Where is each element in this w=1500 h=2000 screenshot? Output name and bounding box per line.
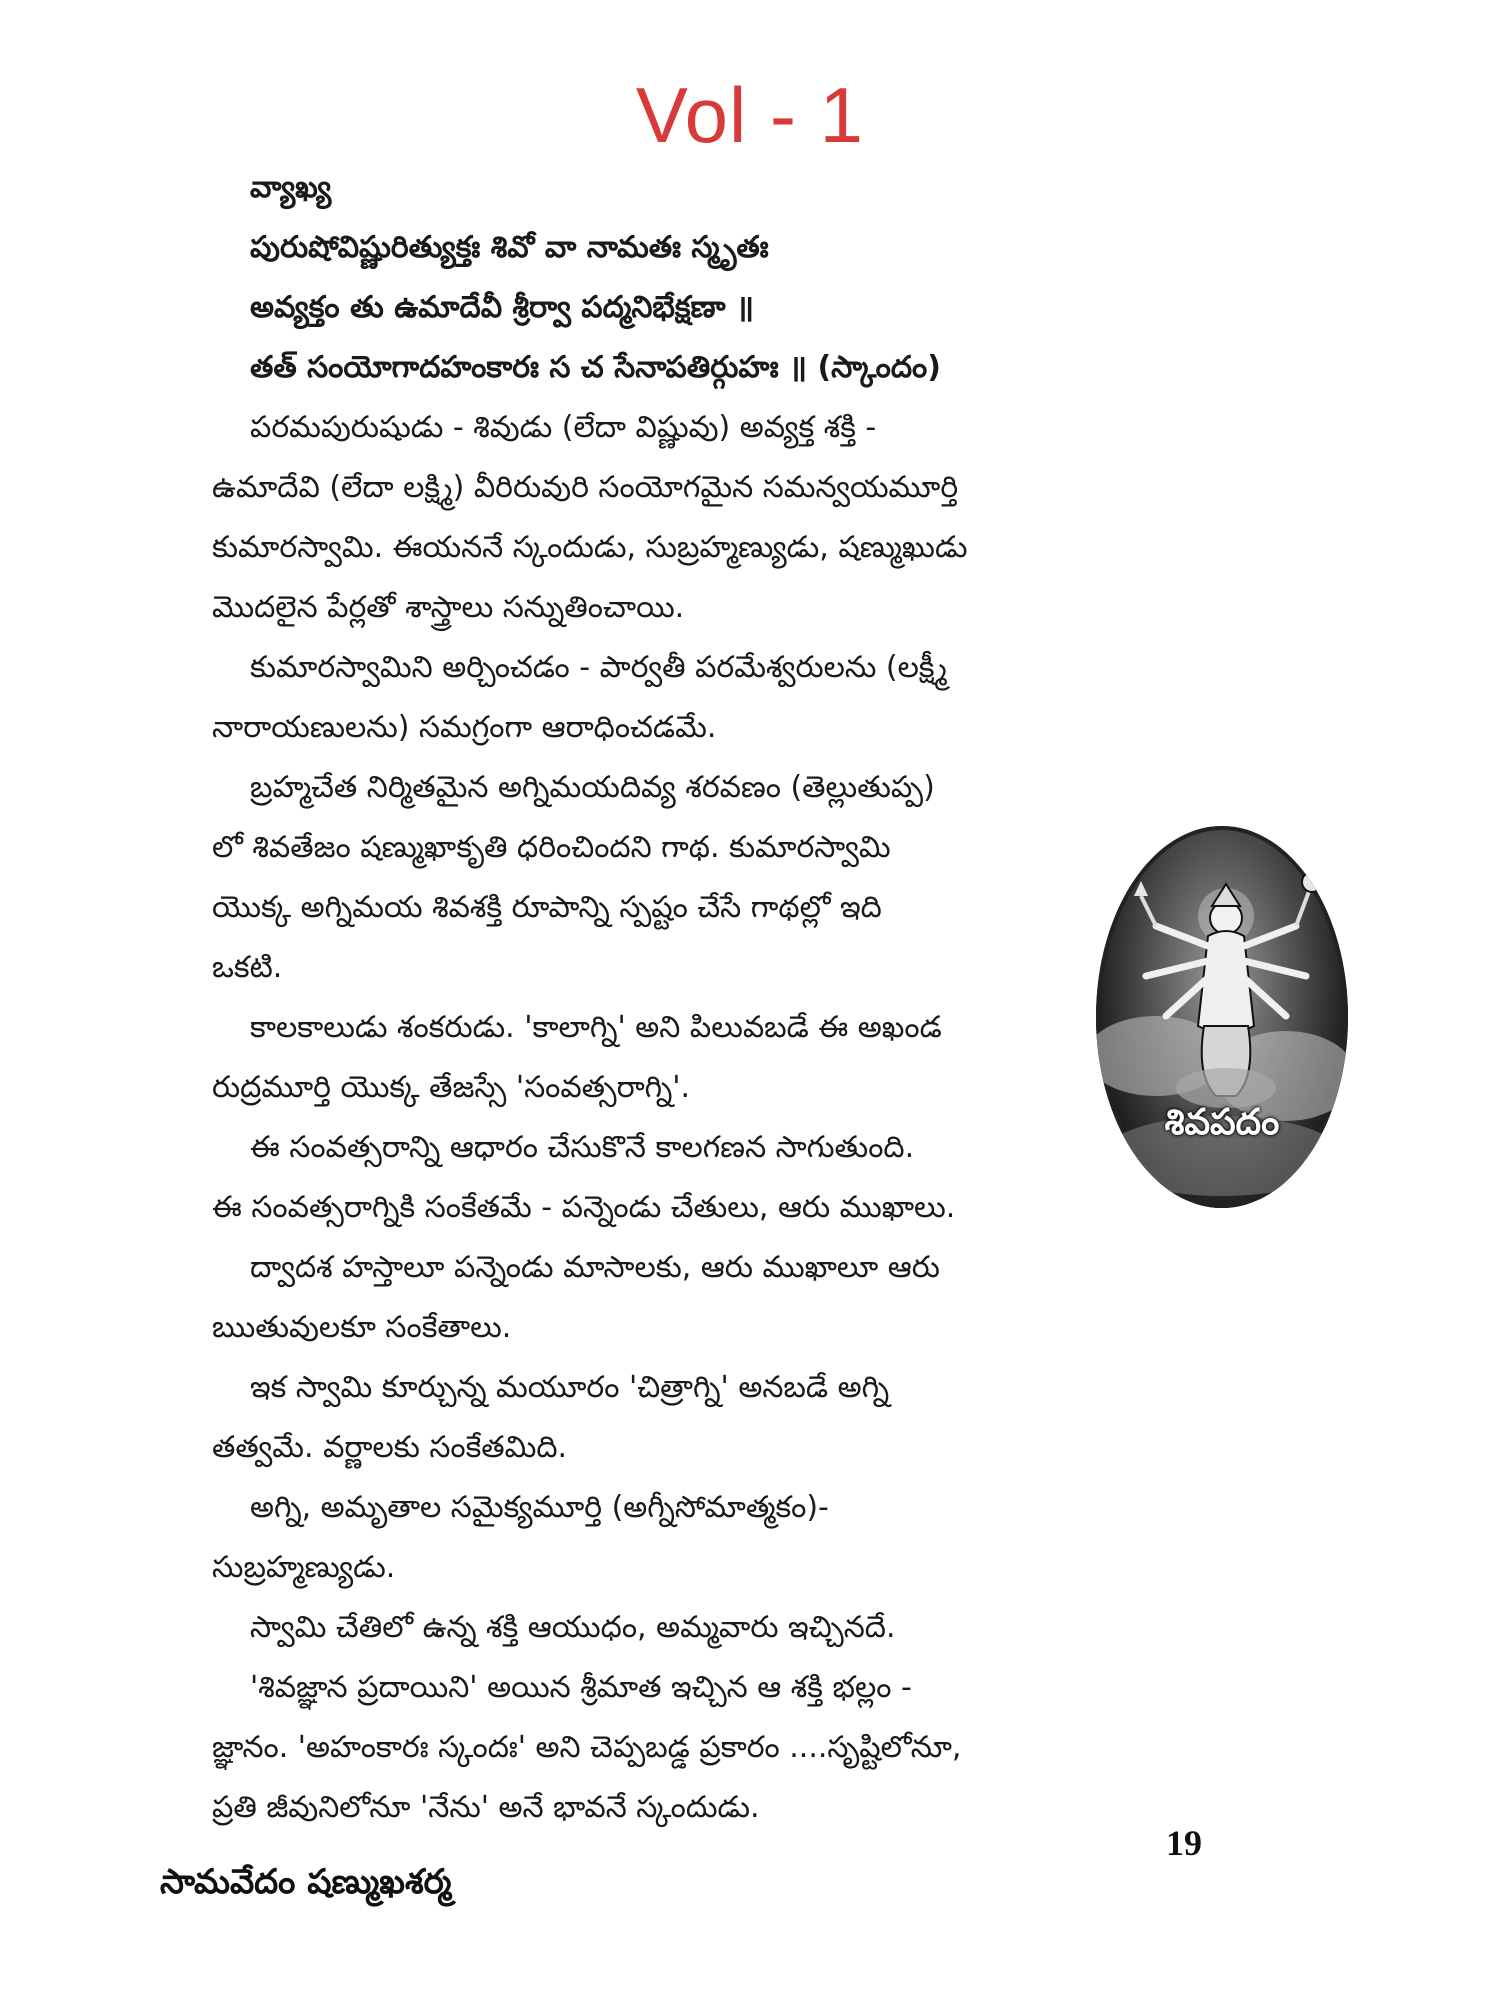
text-line: నారాయణులను) సమగ్రంగా ఆరాధించడమే.: [212, 710, 717, 745]
sivapadam-medallion: [1096, 826, 1348, 1208]
text-line: వ్యాఖ్య: [250, 170, 332, 205]
text-line: అవ్యక్తం తు ఉమాదేవీ శ్రీర్వా పద్మనిభేక్షణా ॥: [250, 290, 754, 325]
medallion-label: శివపదం: [1164, 1102, 1280, 1143]
author-name: సామవేదం షణ్ముఖశర్మ: [160, 1862, 452, 1902]
text-line: అగ్ని, అమృతాల సమైక్యమూర్తి (అగ్నీసోమాత్మకం)-: [250, 1490, 829, 1525]
text-line: ఈ సంవత్సరాన్ని ఆధారం చేసుకొనే కాలగణన సాగుతుంది.: [250, 1130, 915, 1165]
text-line: ద్వాదశ హస్తాలూ పన్నెండు మాసాలకు, ఆరు ముఖాలూ ఆరు: [250, 1250, 940, 1285]
text-line: ఒకటి.: [212, 950, 283, 985]
text-line: సుబ్రహ్మణ్యుడు.: [212, 1550, 396, 1585]
text-line: రుద్రమూర్తి యొక్క తేజస్సే 'సంవత్సరాగ్ని'.: [212, 1070, 691, 1105]
text-line: యొక్క అగ్నిమయ శివశక్తి రూపాన్ని స్పష్టం చేసే గాథల్లో ఇది: [212, 890, 882, 925]
volume-title: Vol - 1: [635, 71, 865, 159]
text-line: 'శివజ్ఞాన ప్రదాయిని' అయిన శ్రీమాత ఇచ్చిన ఆ శక్తి భల్లం -: [250, 1670, 912, 1705]
text-line: ఉమాదేవి (లేదా లక్ష్మి) వీరిరువురి సంయోగమైన సమన్వయమూర్తి: [212, 470, 959, 505]
text-line: ప్రతి జీవునిలోనూ 'నేను' అనే భావనే స్కందుడు.: [212, 1790, 760, 1825]
text-line: లో శివతేజం షణ్ముఖాకృతి ధరించిందని గాథ. కుమారస్వామి: [212, 830, 891, 865]
text-line: ఋతువులకూ సంకేతాలు.: [212, 1310, 512, 1345]
page-number: 19: [1166, 1823, 1202, 1863]
text-line: ఇక స్వామి కూర్చున్న మయూరం 'చిత్రాగ్ని' అనబడే అగ్ని: [250, 1370, 890, 1405]
article-body: [212, 158, 1032, 1838]
text-line: కుమారస్వామిని అర్చించడం - పార్వతీ పరమేశ్వరులను (లక్ష్మీ: [250, 650, 948, 685]
text-line: పరమపురుషుడు - శివుడు (లేదా విష్ణువు) అవ్యక్త శక్తి -: [250, 410, 877, 445]
text-line: తత్వమే. వర్ణాలకు సంకేతమిది.: [212, 1430, 568, 1465]
text-line: జ్ఞానం. 'అహంకారః స్కందః' అని చెప్పబడ్డ ప్రకారం ....సృష్టిలోనూ,: [212, 1730, 962, 1765]
text-line: స్వామి చేతిలో ఉన్న శక్తి ఆయుధం, అమ్మవారు ఇచ్చినదే.: [250, 1610, 896, 1645]
text-line: ఈ సంవత్సరాగ్నికి సంకేతమే - పన్నెండు చేతులు, ఆరు ముఖాలు.: [212, 1190, 956, 1225]
text-line: తత్ సంయోగాదహంకారః స చ సేనాపతిర్గుహః ॥ (స్కాందం): [250, 350, 941, 385]
text-line: బ్రహ్మచేత నిర్మితమైన అగ్నిమయదివ్య శరవణం (తెల్లుతుప్ప): [250, 770, 935, 805]
text-line: కాలకాలుడు శంకరుడు. 'కాలాగ్ని' అని పిలువబడే ఈ అఖండ: [250, 1010, 942, 1045]
text-line: పురుషోవిష్ణురిత్యుక్తః శివో వా నామతః స్మృతః: [250, 230, 769, 265]
text-line: మొదలైన పేర్లతో శాస్త్రాలు సన్నుతించాయి.: [212, 590, 685, 625]
text-line: కుమారస్వామి. ఈయననే స్కందుడు, సుబ్రహ్మణ్యుడు, షణ్ముఖుడు: [212, 530, 968, 565]
